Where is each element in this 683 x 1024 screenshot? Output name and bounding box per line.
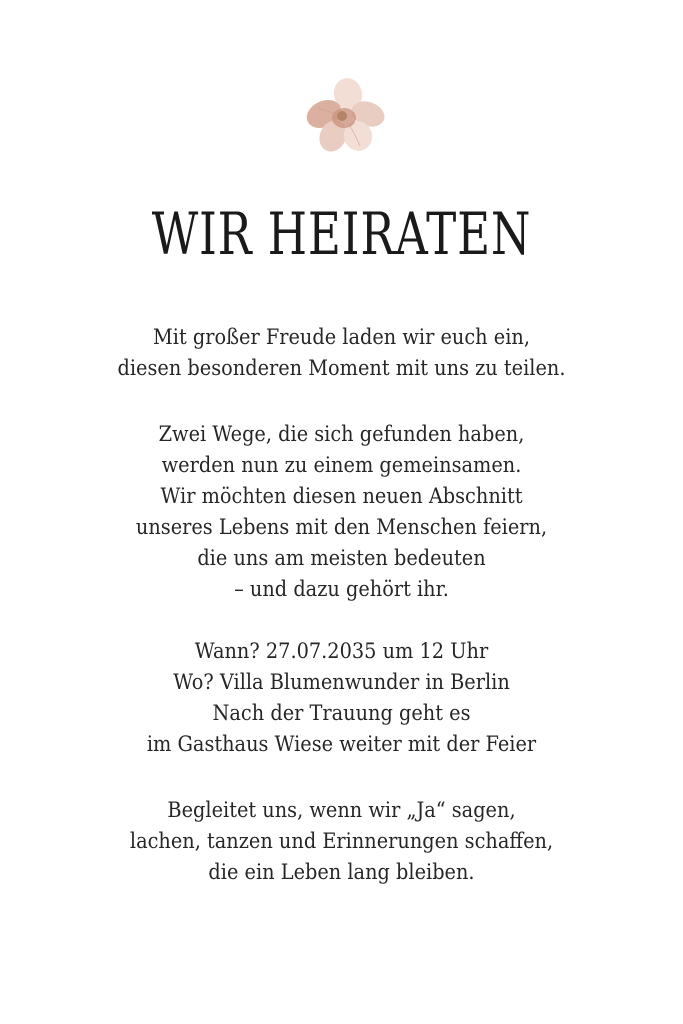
event-date-line: Wann? 27.07.2035 um 12 Uhr [194, 639, 489, 663]
text-line: lachen, tanzen und Erinnerungen schaffen, [129, 829, 554, 853]
text-line: unseres Lebens mit den Menschen feiern, [135, 515, 548, 539]
paragraph-invitation-intro [27, 322, 655, 384]
event-location-line: Wo? Villa Blumenwunder in Berlin [173, 670, 510, 694]
text-line: Wir möchten diesen neuen Abschnitt [160, 484, 523, 508]
text-line: im Gasthaus Wiese weiter mit der Feier [146, 732, 537, 756]
paragraph-closing [27, 795, 655, 888]
text-line: Zwei Wege, die sich gefunden haben, [158, 422, 525, 446]
text-line: die ein Leben lang bleiben. [208, 860, 475, 884]
text-line: werden nun zu einem gemeinsamen. [161, 453, 522, 477]
text-line: Mit großer Freude laden wir euch ein, [153, 325, 530, 349]
invitation-title: WIR HEIRATEN [151, 200, 532, 268]
text-line: Begleitet uns, wenn wir „Ja“ sagen, [167, 798, 516, 822]
text-line: – und dazu gehört ihr. [234, 577, 449, 601]
text-line: die uns am meisten bedeuten [197, 546, 486, 570]
paragraph-event-details [27, 636, 655, 760]
dried-flower-icon [298, 74, 388, 162]
text-line: Nach der Trauung geht es [212, 701, 471, 725]
text-line: diesen besonderen Moment mit uns zu teilen. [117, 356, 566, 380]
paragraph-story [27, 419, 655, 605]
